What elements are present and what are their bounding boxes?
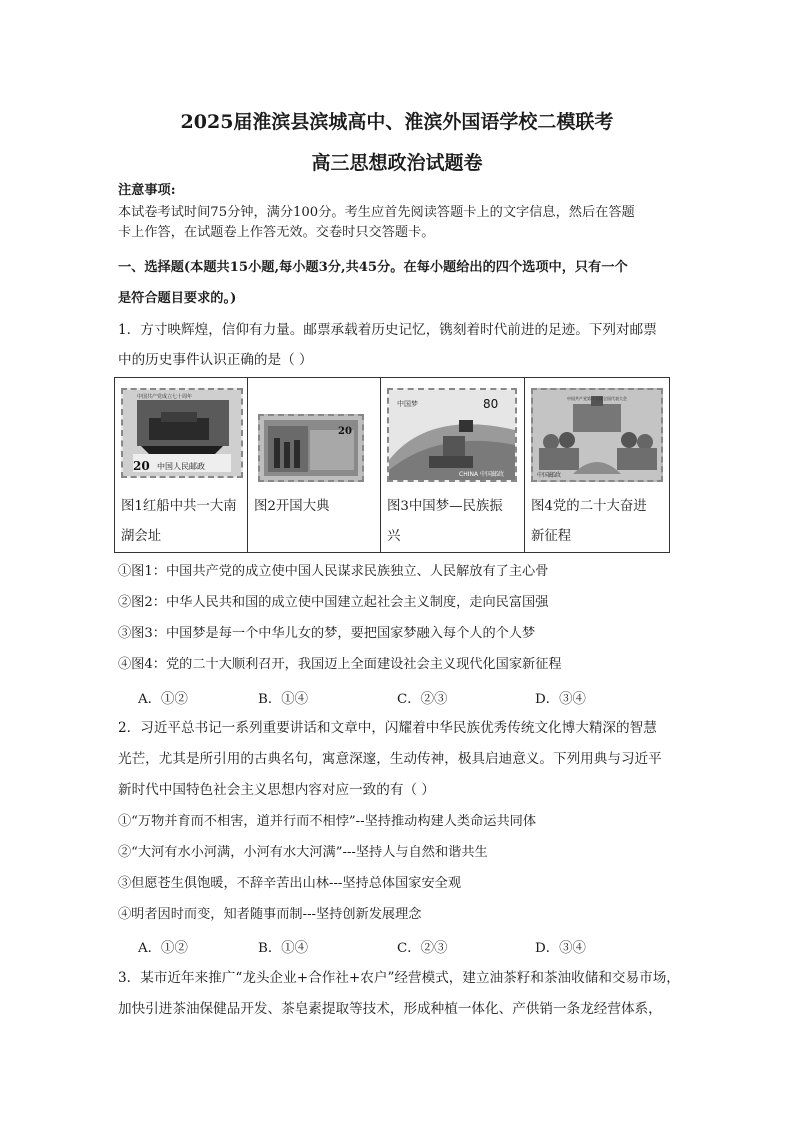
- stamp-2-value: 20: [338, 426, 352, 437]
- stamp-cell: [381, 378, 525, 553]
- option-d[interactable]: D．③④: [535, 941, 586, 956]
- stamp-3-caption: 图3中国梦—民族振兴: [387, 499, 503, 544]
- question-3-stem: 加快引进茶油保健品开发、茶皂素提取等技术，形成种植一体化、产供销一条龙经营体系，: [118, 1001, 662, 1017]
- stamp-image-founding-ceremony: [258, 414, 364, 482]
- stamp-3-value: 80: [483, 397, 499, 411]
- option-b[interactable]: B．①④: [258, 941, 309, 956]
- stamp-image-red-boat: [121, 388, 243, 478]
- exam-title: 2025届淮滨县滨城高中、淮滨外国语学校二模联考: [180, 111, 614, 133]
- question-2-item: ①“万物并育而不相害，道并行而不相悖”--坚持推动构建人类命运共同体: [118, 814, 537, 829]
- stamp-4-picture: [533, 390, 661, 480]
- option-c[interactable]: C．②③: [397, 941, 448, 956]
- question-1-item: ③图3：中国梦是每一个中华儿女的梦，要把国家梦融入每个人的个人梦: [118, 626, 536, 641]
- question-1-item: ①图1：中国共产党的成立使中国人民谋求民族独立、人民解放有了主心骨: [118, 564, 549, 579]
- stamp-cell: [525, 378, 670, 553]
- stamp-3-picture: [389, 390, 515, 480]
- notice-heading: 注意事项:: [118, 183, 176, 198]
- option-a[interactable]: A．①②: [138, 941, 188, 956]
- stamp-2-caption: 图2开国大典: [254, 499, 330, 514]
- stamp-1-top-text: 中国共产党成立七十周年: [137, 394, 193, 400]
- stamp-image-twentieth-congress: [531, 388, 663, 482]
- question-2-item: ②“大河有水小河满，小河有水大河满”---坚持人与自然和谐共生: [118, 845, 488, 860]
- section-heading: 一、选择题(本题共15小题,每小题3分,共45分。在每小题给出的四个选项中，只有一个: [118, 260, 628, 275]
- section-heading: 是符合题目要求的。): [118, 291, 237, 306]
- stamp-1-value: 20: [133, 459, 150, 473]
- stamp-table: [114, 377, 670, 553]
- stamp-cell: [248, 378, 381, 553]
- question-1-stem: 中的历史事件认识正确的是（ ）: [118, 352, 313, 368]
- stamp-3-top-text: 中国梦: [397, 400, 418, 408]
- exam-subtitle: 高三思想政治试题卷: [311, 152, 483, 174]
- question-1-item: ②图2：中华人民共和国的成立使中国建立起社会主义制度，走向民富国强: [118, 595, 549, 610]
- question-2-item: ④明者因时而变，知者随事而制---坚持创新发展理念: [118, 907, 422, 922]
- notice-line: 本试卷考试时间75分钟，满分100分。考生应首先阅读答题卡上的文字信息，然后在答题: [118, 205, 635, 220]
- stamp-1-picture: [123, 390, 241, 476]
- stamp-1-country: 中国人民邮政: [157, 462, 205, 471]
- stamp-image-china-dream: [387, 388, 517, 482]
- option-d[interactable]: D．③④: [535, 692, 586, 707]
- notice-line: 卡上作答，在试题卷上作答无效。交卷时只交答题卡。: [118, 225, 435, 240]
- question-2-stem: 新时代中国特色社会主义思想内容对应一致的有（ ）: [118, 782, 435, 798]
- question-2-stem: 光芒，尤其是所引用的古典名句，寓意深邃，生动传神，极具启迪意义。下列用典与习近平: [118, 751, 662, 767]
- question-1-stem: 1．方寸映辉煌，信仰有力量。邮票承载着历史记忆，镌刻着时代前进的足迹。下列对邮票: [118, 322, 657, 338]
- option-b[interactable]: B．①④: [258, 692, 309, 707]
- stamp-4-top-text: 中国共产党第二十次全国代表大会: [567, 396, 627, 401]
- stamp-2-picture: [260, 416, 362, 480]
- question-2-stem: 2．习近平总书记一系列重要讲话和文章中，闪耀着中华民族优秀传统文化博大精深的智慧: [118, 720, 657, 736]
- question-1-item: ④图4：党的二十大顺利召开，我国迈上全面建设社会主义现代化国家新征程: [118, 657, 562, 672]
- question-3-stem: 3．某市近年来推广“龙头企业+合作社+农户”经营模式，建立油茶籽和茶油收储和交易市场，: [118, 970, 680, 986]
- stamp-4-caption: 图4党的二十大奋进新征程: [531, 499, 647, 544]
- stamp-3-country: CHINA 中国邮政: [459, 471, 504, 478]
- option-a[interactable]: A．①②: [138, 692, 188, 707]
- stamp-cell: [115, 378, 248, 553]
- question-2-item: ③但愿苍生俱饱暖，不辞辛苦出山林---坚持总体国家安全观: [118, 876, 462, 891]
- option-c[interactable]: C．②③: [397, 692, 448, 707]
- stamp-1-caption: 图1红船中共一大南湖会址: [121, 499, 237, 544]
- stamp-4-country: 中国邮政: [537, 472, 562, 479]
